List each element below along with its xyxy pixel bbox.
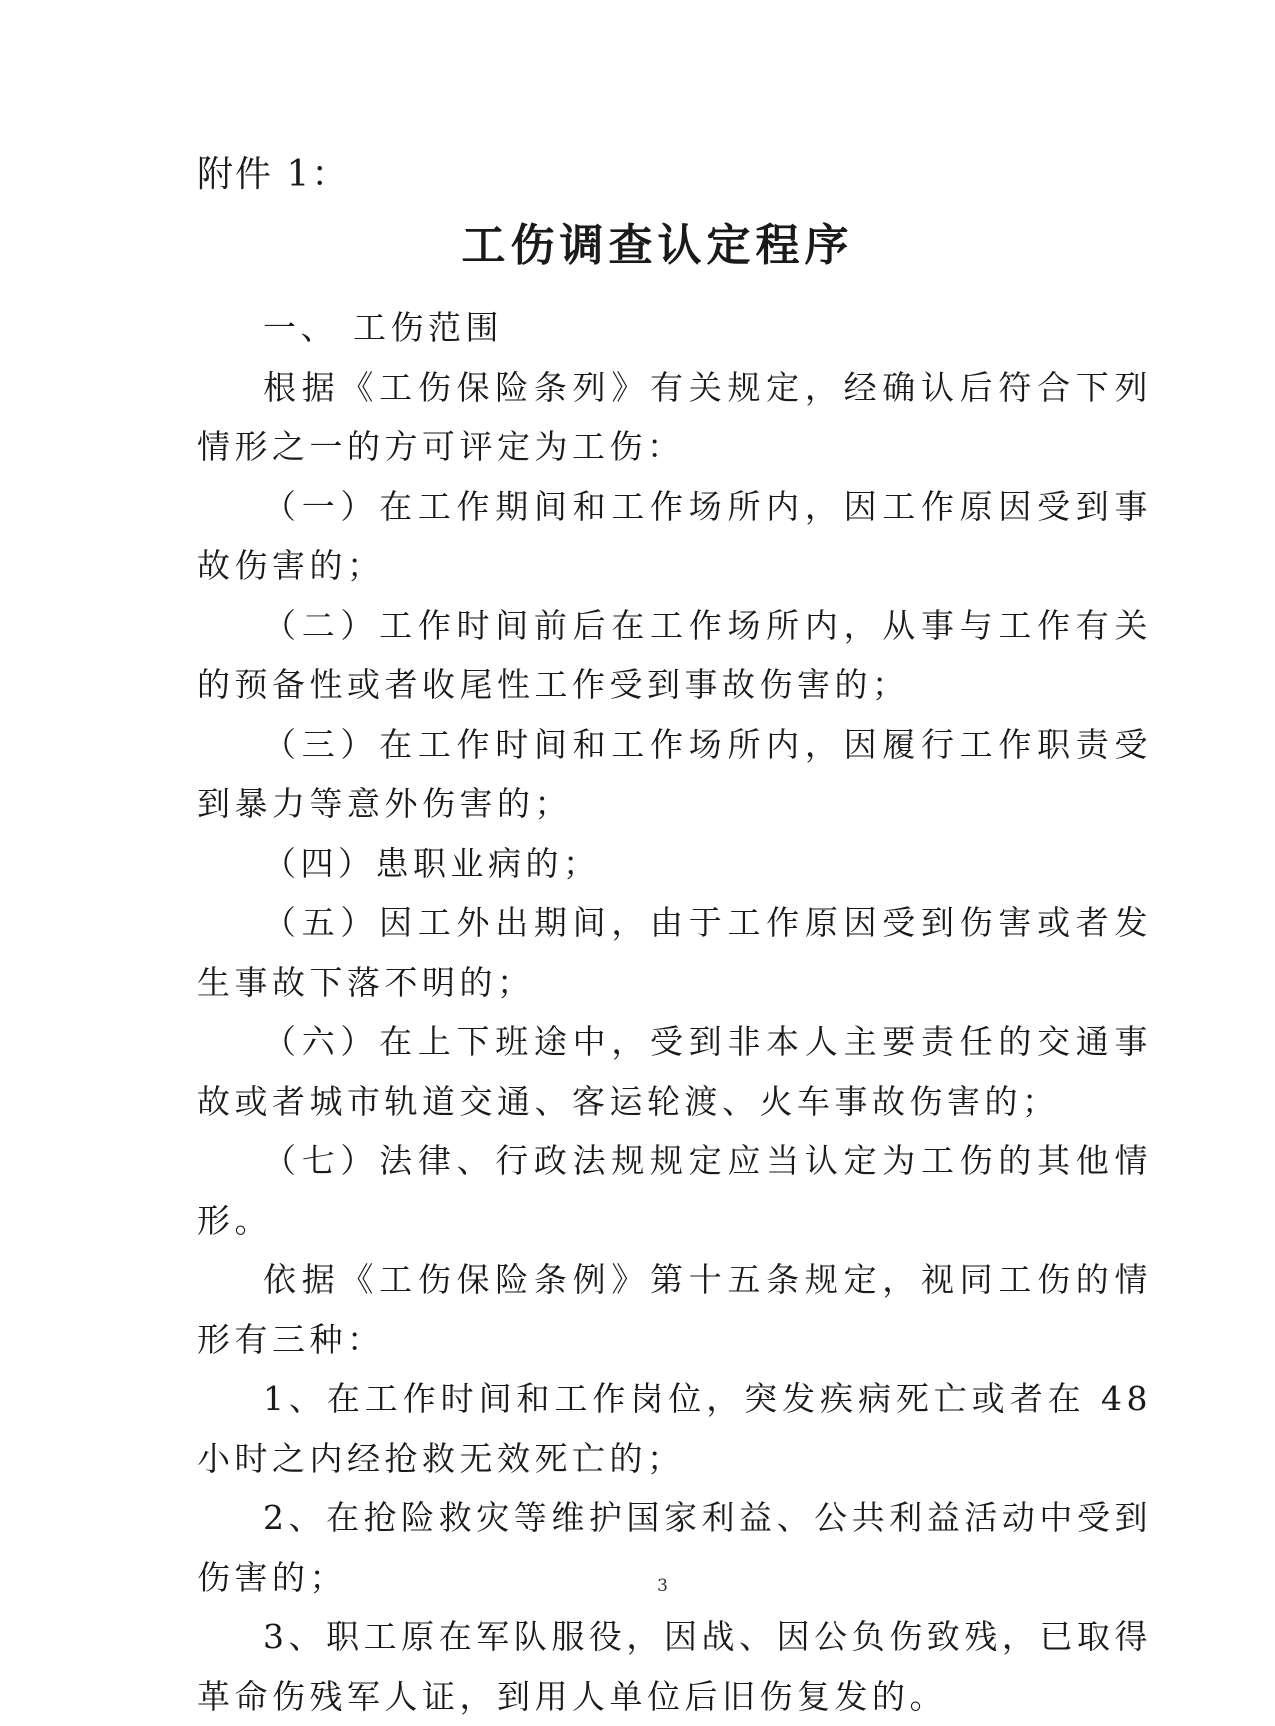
paragraph-item-7: （七）法律、行政法规规定应当认定为工伤的其他情形。 xyxy=(197,1141,1152,1240)
section-heading: 一、 工伤范围 xyxy=(263,308,503,347)
paragraph-intro: 根据《工伤保险条列》有关规定，经确认后符合下列情形之一的方可评定为工伤： xyxy=(197,367,1152,466)
document-body xyxy=(197,298,1152,1726)
paragraph-item-4: （四）患职业病的； xyxy=(263,843,601,883)
paragraph-item-3: （三）在工作时间和工作场所内，因履行工作职责受到暴力等意外伤害的； xyxy=(197,724,1152,823)
paragraph-deemed-2: 2、在抢险救灾等维护国家利益、公共利益活动中受到伤害的； xyxy=(197,1498,1152,1597)
paragraph-item-6: （六）在上下班途中，受到非本人主要责任的交通事故或者城市轨道交通、客运轮渡、火车事故伤害的； xyxy=(197,1022,1152,1121)
document-title: 工伤调查认定程序 xyxy=(461,220,854,271)
page-number: 3 xyxy=(657,1576,668,1596)
paragraph-item-5: （五）因工外出期间，由于工作原因受到伤害或者发生事故下落不明的； xyxy=(197,903,1152,1002)
paragraph-deemed-3: 3、职工原在军队服役，因战、因公负伤致残，已取得革命伤残军人证，到用人单位后旧伤复发的。 xyxy=(197,1617,1152,1716)
paragraph-deemed-1: 1、在工作时间和工作岗位，突发疾病死亡或者在 48 小时之内经抢救无效死亡的； xyxy=(197,1379,1152,1478)
paragraph-item-1: （一）在工作期间和工作场所内，因工作原因受到事故伤害的； xyxy=(197,486,1152,585)
paragraph-deemed-intro: 依据《工伤保险条例》第十五条规定，视同工伤的情形有三种： xyxy=(197,1260,1152,1359)
paragraph-item-2: （二）工作时间前后在工作场所内，从事与工作有关的预备性或者收尾性工作受到事故伤害的； xyxy=(197,605,1152,704)
attachment-label: 附件 1： xyxy=(197,154,350,195)
